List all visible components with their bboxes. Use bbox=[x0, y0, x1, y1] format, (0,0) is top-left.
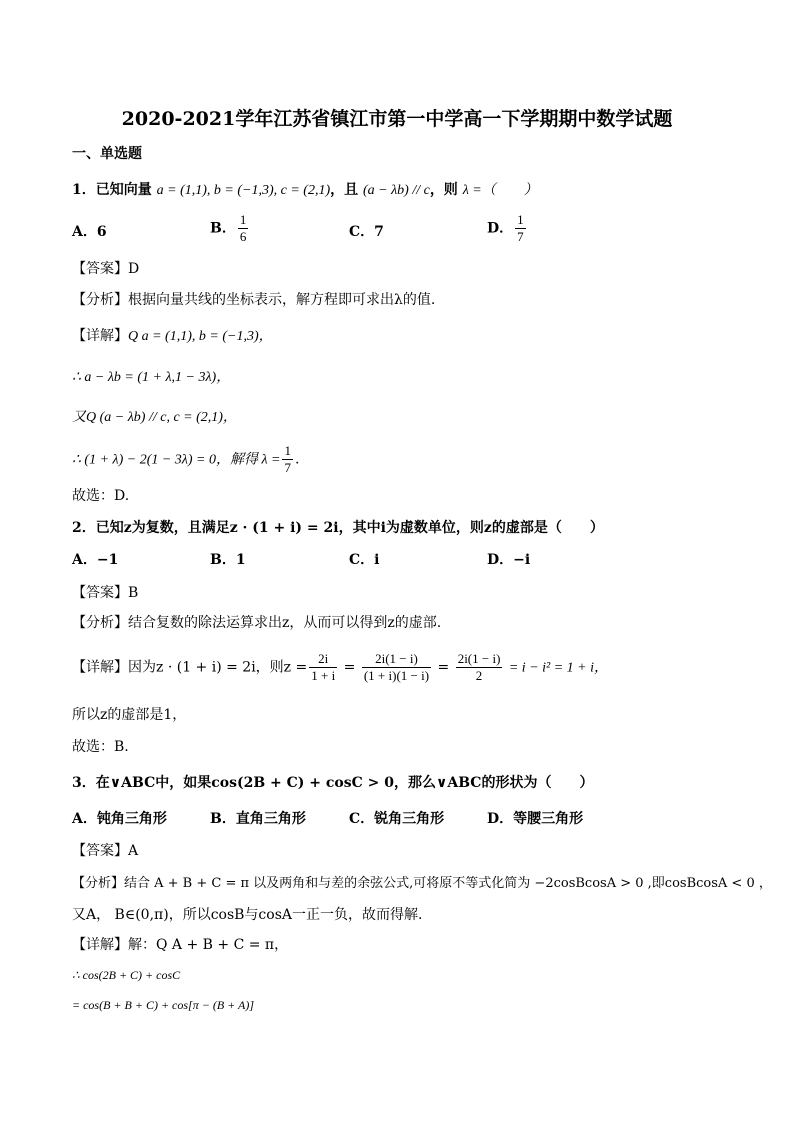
q1-ask: ，则 bbox=[429, 182, 458, 198]
q1-detail-4-fraction bbox=[282, 443, 293, 476]
q2-f1-den: 1 + i bbox=[311, 668, 336, 683]
q1-option-a: A．6 bbox=[72, 224, 107, 240]
q2-analysis: 【分析】结合复数的除法运算求出z，从而可以得到z的虚部. bbox=[72, 615, 442, 631]
q3-analysis-2: 又A， B∈(0,π)，所以cosB与cosA一正一负，故而得解. bbox=[72, 907, 423, 923]
q1-detail-4-text: ∴ (1 + λ) − 2(1 − 3λ) = 0，解得 λ = bbox=[72, 452, 281, 468]
q2-f3-num: 2i(1 − i) bbox=[457, 651, 501, 666]
q2-result: 所以z的虚部是1， bbox=[72, 707, 187, 723]
q1-answer: 【答案】D bbox=[72, 261, 140, 277]
q1-detail-4-num: 1 bbox=[284, 443, 291, 458]
q1-lambda: λ =（ ） bbox=[462, 183, 538, 198]
q1-option-d-label: D． bbox=[487, 220, 514, 237]
q1-option-b-label: B． bbox=[210, 220, 236, 237]
q1-condition: (a − λb) // c bbox=[362, 183, 430, 198]
q1-vectors: a = (1,1), b = (−1,3), c = (2,1) bbox=[156, 183, 331, 198]
q2-number: 2． bbox=[72, 520, 96, 536]
q1-option-b-fraction bbox=[238, 212, 249, 245]
q1-detail-4-den: 7 bbox=[284, 460, 291, 475]
q1-option-d-fraction bbox=[515, 212, 526, 245]
q1-detail-label: 【详解】 bbox=[72, 328, 128, 344]
q3-detail-2: ∴ cos(2B + C) + cosC bbox=[72, 968, 181, 982]
q2-option-a: A．−1 bbox=[72, 552, 119, 568]
q2-detail-lead: 【详解】因为z · (1 + i) = 2i，则z = bbox=[72, 659, 308, 676]
q1-and: ，且 bbox=[330, 182, 359, 198]
q3-option-d: D．等腰三角形 bbox=[487, 811, 584, 827]
q1-option-b-num: 1 bbox=[239, 212, 247, 227]
q3-detail-1: 【详解】解：Q A + B + C = π， bbox=[72, 937, 289, 953]
q3-number: 3． bbox=[72, 775, 96, 791]
q2-option-b: B．1 bbox=[210, 552, 246, 568]
q1-lead: 已知向量 bbox=[95, 182, 152, 198]
q3-detail-3: = cos(B + B + C) + cos[π − (B + A)] bbox=[72, 998, 255, 1012]
q1-option-b bbox=[210, 212, 250, 245]
q3-answer: 【答案】A bbox=[72, 843, 139, 859]
q2-detail: 【详解】因为z · (1 + i) = 2i，则z = $\frac{2i}{1 + i}$ = $\frac{2i(1 - i)}{(1 + i)(1 - i)}$ = $\frac{2i(1 - i)}{2}$ = i − i² = 1 + i， bbox=[72, 651, 609, 683]
q2-f2-num: 2i(1 − i) bbox=[362, 651, 431, 668]
q1-option-d-den: 7 bbox=[517, 229, 524, 244]
q2-stem bbox=[72, 518, 604, 538]
q2-answer: 【答案】B bbox=[72, 585, 139, 601]
q1-detail-2: ∴ a − λb = (1 + λ,1 − 3λ)， bbox=[72, 370, 231, 385]
q3-stem-text: 在∨ABC中，如果cos(2B + C) + cosC > 0，那么∨ABC的形状为（ ） bbox=[95, 775, 594, 791]
q1-analysis: 【分析】根据向量共线的坐标表示，解方程即可求出λ的值. bbox=[72, 292, 436, 308]
q1-option-c: C．7 bbox=[349, 224, 384, 240]
q1-option-d-num: 1 bbox=[517, 212, 524, 227]
q2-fraction-2 bbox=[362, 651, 431, 684]
q1-detail-4: ∴ (1 + λ) − 2(1 − 3λ) = 0，解得 λ = $\frac{1}{7}$ . bbox=[72, 443, 300, 475]
q3-stem bbox=[72, 773, 593, 793]
q2-f1-num: 2i bbox=[309, 651, 337, 668]
q3-option-c: C．锐角三角形 bbox=[349, 811, 445, 827]
q2-f3-den: 2 bbox=[475, 668, 483, 683]
q1-detail-1-math: Q a = (1,1), b = (−1,3)， bbox=[128, 329, 273, 344]
q2-detail-tail: = i − i² = 1 + i， bbox=[508, 660, 609, 676]
q3-option-a: A．钝角三角形 bbox=[72, 811, 167, 827]
section-heading: 一、单选题 bbox=[72, 146, 142, 162]
q3-analysis-1: 【分析】结合 A + B + C = π 以及两角和与差的余弦公式,可将原不等式化简为 −2cosBcosA > 0 ,即cosBcosA < 0 ， bbox=[72, 876, 772, 891]
q2-fraction-1 bbox=[309, 651, 337, 684]
q2-f2-den: (1 + i)(1 − i) bbox=[363, 668, 430, 683]
q1-conclusion: 故选：D. bbox=[72, 488, 130, 504]
q2-stem-text: 已知z为复数，且满足z · (1 + i) = 2i，其中i为虚数单位，则z的虚部是（ ） bbox=[95, 520, 604, 536]
q1-detail-3: 又Q (a − λb) // c, c = (2,1)， bbox=[72, 410, 237, 425]
q2-fraction-3 bbox=[456, 651, 503, 684]
q2-conclusion: 故选：B. bbox=[72, 739, 129, 755]
q2-option-c: C．i bbox=[349, 552, 380, 568]
q2-option-d: D．−i bbox=[487, 552, 531, 568]
q1-option-b-den: 6 bbox=[239, 229, 247, 244]
q1-option-d bbox=[487, 212, 528, 245]
q1-detail-1 bbox=[72, 326, 273, 347]
q1-number: 1． bbox=[72, 182, 96, 198]
q1-stem bbox=[72, 180, 538, 201]
q3-option-b: B．直角三角形 bbox=[210, 811, 306, 827]
page-title: 2020-2021学年江苏省镇江市第一中学高一下学期期中数学试题 bbox=[121, 108, 673, 130]
